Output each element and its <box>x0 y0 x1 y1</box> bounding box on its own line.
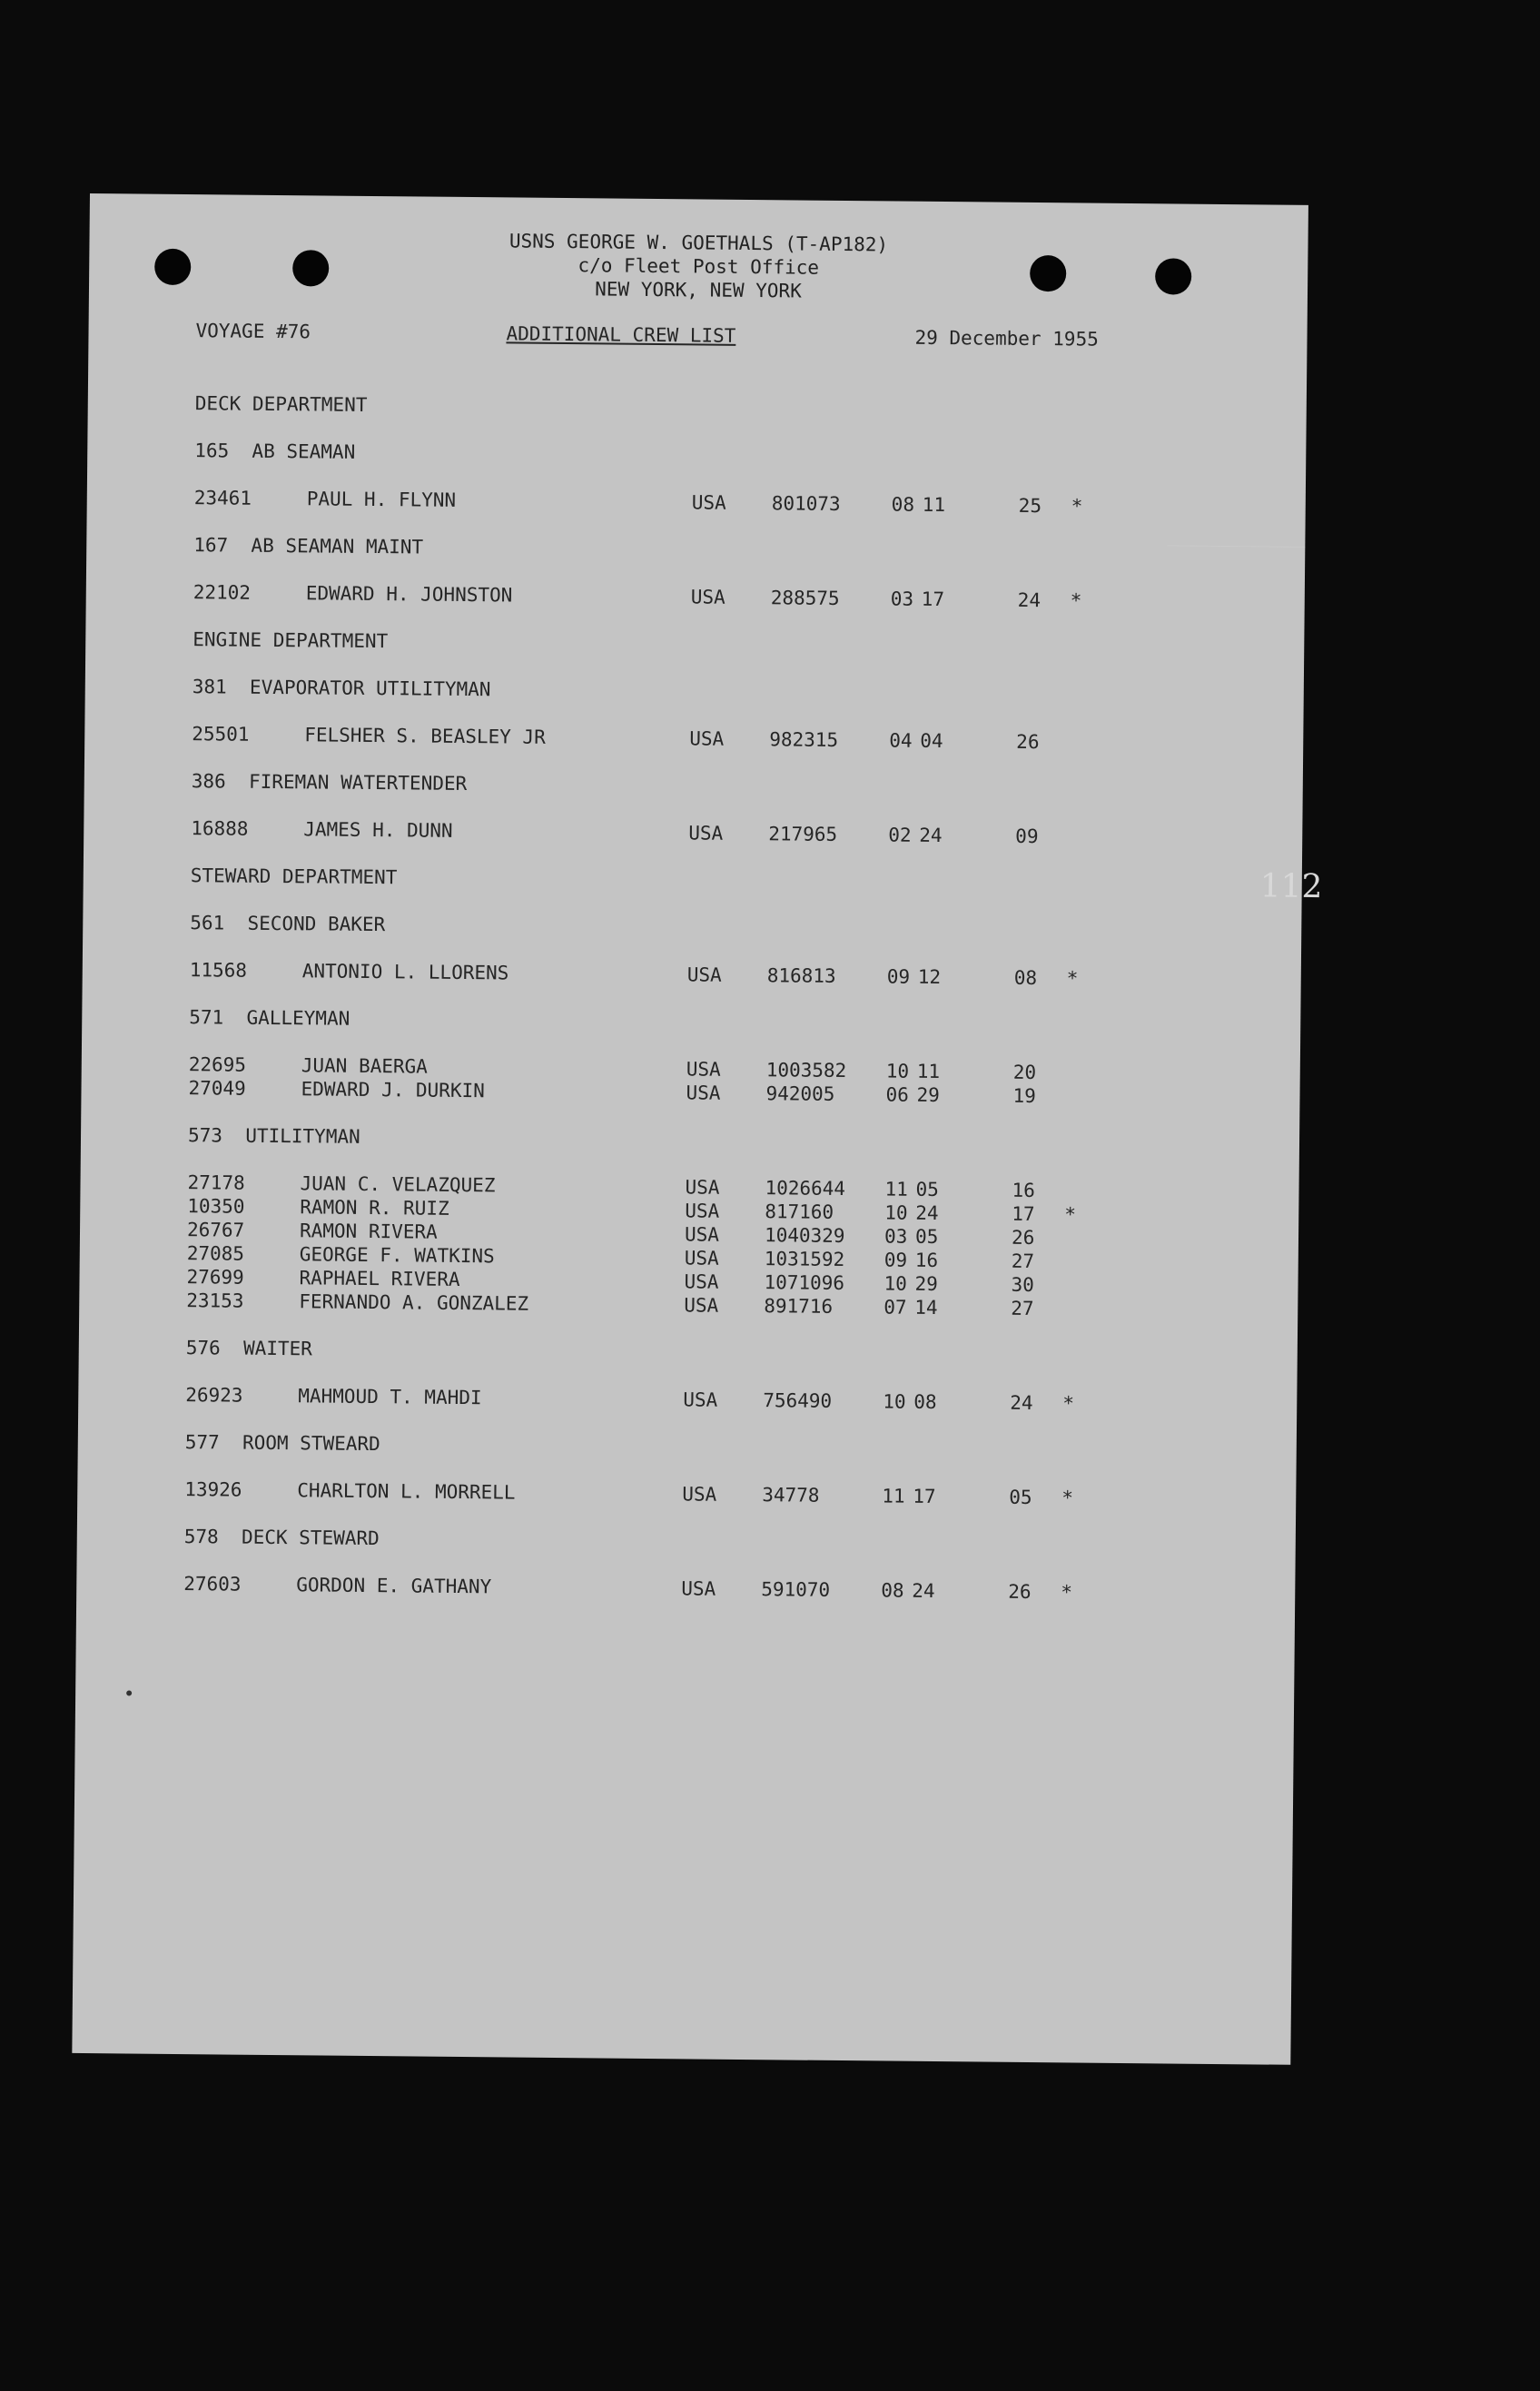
document-date: 29 December 1955 <box>914 326 1099 351</box>
crew-d1: 11 <box>884 1178 908 1200</box>
crew-cert: 756490 <box>763 1389 833 1412</box>
crew-name: PAUL H. FLYNN <box>306 488 457 511</box>
crew-d1: 10 <box>884 1272 907 1295</box>
crew-d1: 02 <box>888 824 912 846</box>
crew-nat: USA <box>684 1247 719 1270</box>
crew-d2: 29 <box>916 1083 940 1107</box>
crew-d2: 24 <box>915 1201 939 1225</box>
crew-nat: USA <box>685 1200 720 1222</box>
crew-name: ANTONIO L. LLORENS <box>301 960 509 984</box>
position-heading: 561 SECOND BAKER <box>190 912 386 936</box>
department-heading: ENGINE DEPARTMENT <box>192 628 389 653</box>
crew-nat: USA <box>684 1223 720 1246</box>
crew-d1: 10 <box>883 1390 906 1413</box>
ship-name: USNS GEORGE W. GOETHALS (T-AP182) <box>508 230 889 256</box>
crew-mark: * <box>1062 1392 1075 1415</box>
position-heading: 573 UTILITYMAN <box>187 1124 360 1148</box>
crew-cert: 801073 <box>771 492 841 515</box>
crew-cert: 1026644 <box>765 1177 846 1200</box>
crew-d1: 08 <box>891 493 915 516</box>
address-line-2: NEW YORK, NEW YORK <box>595 278 802 302</box>
crew-book: 27603 <box>183 1573 242 1596</box>
position-heading: 381 EVAPORATOR UTILITYMAN <box>192 676 491 701</box>
crew-name: FELSHER S. BEASLEY JR <box>304 724 546 748</box>
crew-d1: 03 <box>884 1225 908 1248</box>
crew-age: 26 <box>1008 1580 1032 1604</box>
crew-mark: * <box>1070 589 1082 612</box>
crew-d2: 17 <box>913 1485 936 1508</box>
department-heading: DECK DEPARTMENT <box>194 392 368 416</box>
crew-age: 19 <box>1012 1084 1036 1108</box>
crew-cert: 816813 <box>766 964 836 987</box>
crew-nat: USA <box>689 727 725 750</box>
crew-nat: USA <box>684 1270 719 1293</box>
edge-line <box>1167 545 1305 547</box>
crew-d1: 06 <box>885 1083 909 1106</box>
position-heading: 578 DECK STEWARD <box>183 1526 380 1550</box>
crew-name: GEORGE F. WATKINS <box>299 1243 495 1268</box>
crew-nat: USA <box>690 586 726 608</box>
position-heading: 577 ROOM STWEARD <box>184 1431 380 1456</box>
crew-age: 17 <box>1012 1202 1035 1226</box>
crew-nat: USA <box>683 1388 718 1411</box>
crew-age: 30 <box>1011 1273 1034 1297</box>
page-number: 112 <box>1259 867 1323 906</box>
crew-d2: 14 <box>914 1296 938 1319</box>
crew-d1: 04 <box>889 729 913 752</box>
voyage-number: VOYAGE #76 <box>195 320 311 343</box>
crew-book: 10350 <box>187 1195 245 1218</box>
address-line-1: c/o Fleet Post Office <box>578 254 820 279</box>
crew-name: CHARLTON L. MORRELL <box>297 1479 516 1504</box>
crew-name: RAPHAEL RIVERA <box>299 1267 460 1290</box>
crew-mark: * <box>1066 967 1079 990</box>
crew-cert: 288575 <box>770 587 840 609</box>
crew-d2: 05 <box>914 1225 939 1249</box>
crew-nat: USA <box>682 1483 717 1506</box>
crew-age: 26 <box>1011 1226 1035 1250</box>
position-heading: 165 AB SEAMAN <box>194 440 356 463</box>
crew-mark: * <box>1064 1203 1077 1226</box>
crew-cert: 1003582 <box>765 1059 847 1082</box>
crew-d2: 04 <box>920 729 943 753</box>
crew-d2: 05 <box>915 1178 939 1201</box>
crew-book: 26767 <box>186 1219 245 1241</box>
crew-d2: 29 <box>914 1272 938 1296</box>
crew-name: RAMON R. RUIZ <box>300 1196 449 1220</box>
crew-name: MAHMOUD T. MAHDI <box>298 1385 482 1409</box>
crew-cert: 1071096 <box>764 1271 845 1295</box>
crew-d1: 09 <box>884 1249 908 1271</box>
crew-book: 26923 <box>185 1384 243 1407</box>
crew-d1: 10 <box>884 1201 908 1224</box>
crew-d2: 16 <box>914 1249 939 1272</box>
crew-d2: 24 <box>912 1579 935 1603</box>
crew-nat: USA <box>685 1176 720 1199</box>
crew-cert: 217965 <box>768 823 838 845</box>
crew-age: 09 <box>1015 825 1039 848</box>
crew-book: 27178 <box>187 1171 245 1194</box>
position-heading: 576 WAITER <box>185 1337 312 1360</box>
crew-cert: 891716 <box>764 1295 834 1318</box>
position-heading: 167 AB SEAMAN MAINT <box>193 534 424 558</box>
crew-age: 05 <box>1009 1486 1032 1509</box>
crew-d1: 11 <box>882 1485 905 1507</box>
crew-age: 24 <box>1010 1391 1033 1415</box>
crew-age: 27 <box>1011 1250 1035 1273</box>
speck <box>126 1690 132 1695</box>
crew-book: 11568 <box>189 959 248 982</box>
crew-book: 22695 <box>188 1053 247 1076</box>
crew-mark: * <box>1061 1487 1074 1509</box>
crew-book: 16888 <box>191 817 249 840</box>
crew-name: JUAN BAERGA <box>301 1054 428 1078</box>
crew-book: 27049 <box>188 1077 246 1100</box>
crew-age: 16 <box>1012 1179 1035 1202</box>
crew-cert: 1031592 <box>764 1248 845 1271</box>
crew-nat: USA <box>684 1294 719 1317</box>
crew-d2: 11 <box>922 493 946 517</box>
crew-nat: USA <box>691 491 726 514</box>
crew-cert: 591070 <box>761 1578 831 1601</box>
crew-age: 25 <box>1018 494 1042 518</box>
document-page <box>72 193 1323 2065</box>
crew-nat: USA <box>686 1058 721 1081</box>
crew-mark: * <box>1061 1581 1073 1604</box>
crew-age: 26 <box>1016 730 1040 754</box>
crew-nat: USA <box>681 1577 716 1600</box>
crew-age: 20 <box>1012 1061 1037 1084</box>
crew-d2: 24 <box>919 824 943 847</box>
crew-age: 24 <box>1017 588 1041 612</box>
crew-cert: 817160 <box>765 1200 834 1223</box>
crew-book: 25501 <box>192 723 250 746</box>
crew-cert: 982315 <box>769 728 839 751</box>
crew-d2: 08 <box>913 1390 937 1414</box>
crew-cert: 1040329 <box>764 1224 845 1248</box>
crew-nat: USA <box>686 963 722 986</box>
crew-d2: 12 <box>917 965 942 989</box>
crew-name: JAMES H. DUNN <box>303 818 453 842</box>
crew-d1: 07 <box>884 1296 907 1319</box>
document-title: ADDITIONAL CREW LIST <box>506 322 736 347</box>
crew-book: 23461 <box>193 487 252 509</box>
position-heading: 571 GALLEYMAN <box>189 1006 350 1030</box>
crew-d1: 09 <box>886 965 911 988</box>
crew-book: 27085 <box>186 1242 245 1265</box>
crew-name: GORDON E. GATHANY <box>296 1574 492 1598</box>
crew-book: 27699 <box>186 1266 244 1289</box>
crew-name: FERNANDO A. GONZALEZ <box>299 1290 529 1315</box>
crew-d1: 03 <box>890 588 914 610</box>
crew-age: 08 <box>1013 966 1038 990</box>
crew-nat: USA <box>688 822 724 845</box>
crew-cert: 34778 <box>762 1484 820 1507</box>
crew-d1: 08 <box>881 1579 904 1602</box>
crew-book: 13926 <box>184 1478 242 1501</box>
crew-d2: 11 <box>916 1060 941 1083</box>
crew-age: 27 <box>1011 1297 1034 1320</box>
position-heading: 386 FIREMAN WATERTENDER <box>191 770 468 795</box>
crew-d1: 10 <box>885 1060 910 1082</box>
crew-name: RAMON RIVERA <box>299 1220 438 1243</box>
crew-cert: 942005 <box>765 1082 835 1105</box>
crew-d2: 17 <box>921 588 945 611</box>
department-heading: STEWARD DEPARTMENT <box>190 865 398 889</box>
crew-name: JUAN C. VELAZQUEZ <box>300 1172 496 1197</box>
crew-book: 22102 <box>192 581 252 604</box>
crew-name: EDWARD J. DURKIN <box>301 1078 485 1102</box>
crew-name: EDWARD H. JOHNSTON <box>305 582 513 607</box>
crew-mark: * <box>1071 495 1083 518</box>
crew-book: 23153 <box>186 1289 244 1312</box>
crew-nat: USA <box>686 1082 721 1104</box>
